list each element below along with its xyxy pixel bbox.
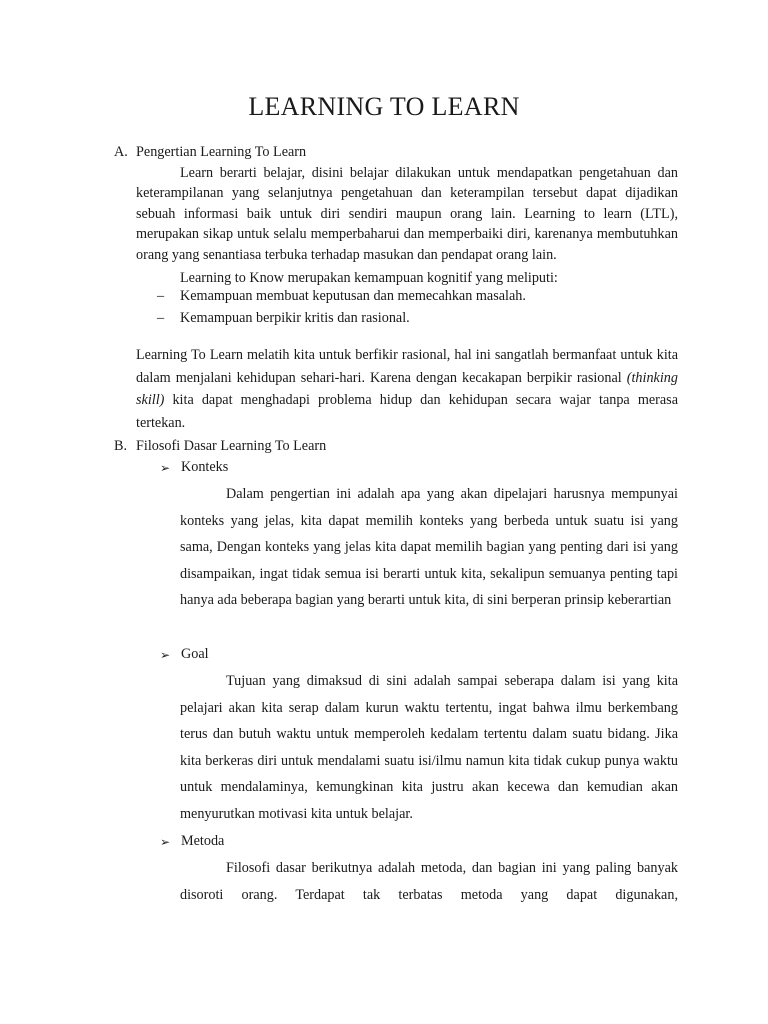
subsection-label: Konteks <box>181 459 229 475</box>
subsection-goal-text: Tujuan yang dimaksud di sini adalah sampai seberapa dalam isi yang kita pelajari akan kita serap dalam kurun waktu tertentu, ingat bahwa ilmu berkembang terus dan butuh waktu untuk memperoleh kedalam tertentu dalam suatu bidang. Jika kita berkeras diri untuk mendalami suatu isi/ilmu namun kita tidak cukup punya waktu untuk mendalaminya, kemungkinan kita justru akan kecewa dan kemudian akan menyurutkan motivasi kita untuk belajar. <box>180 673 678 822</box>
paragraph-italic-text: (thinking skill) <box>136 369 678 409</box>
subsection-goal <box>160 646 460 666</box>
list-item <box>157 310 677 330</box>
list-item-text: Kemampuan berpikir kritis dan rasional. <box>180 310 410 326</box>
paragraph-text: Learning To Learn melatih kita untuk berfikir rasional, hal ini sangatlah bermanfaat untuk kita dalam menjalani kehidupan sehari-hari. Karena dengan kecakapan berpikir rasional <box>136 347 678 386</box>
page-title: LEARNING TO LEARN <box>248 92 520 121</box>
section-a-marker: A. <box>114 144 128 160</box>
dash-marker: – <box>157 310 165 326</box>
arrow-bullet-icon: ➢ <box>160 648 171 662</box>
section-a-paragraph-3 <box>136 344 678 434</box>
section-a-heading: Pengertian Learning To Learn <box>136 144 307 160</box>
subsection-konteks <box>160 459 460 479</box>
arrow-bullet-icon: ➢ <box>160 461 171 475</box>
arrow-bullet-icon: ➢ <box>160 835 171 849</box>
section-b-marker: B. <box>114 438 128 454</box>
subsection-label: Metoda <box>181 833 225 849</box>
list-item <box>157 288 677 308</box>
list-item-text: Kemampuan membuat keputusan dan memecahkan masalah. <box>180 288 526 304</box>
subsection-metoda <box>160 833 460 853</box>
dash-marker: – <box>157 288 165 304</box>
subsection-label: Goal <box>181 646 209 662</box>
section-a-paragraph-1: Learn berarti belajar, disini belajar dilakukan untuk mendapatkan pengetahuan dan keterampilanan yang selanjutnya pengetahuan dan keterampilan tersebut dapat dijadikan sebuah informasi baik untuk diri sendiri maupun orang lain. Learning to learn (LTL), merupakan sikap untuk selalu memperbaharui dan memperbaiki diri, karenanya membutuhkan orang yang senantiasa terbuka terhadap masukan dan pendapat orang lain. <box>136 165 678 263</box>
section-a-paragraph-2: Learning to Know merupakan kemampuan kognitif yang meliputi: <box>180 270 558 286</box>
subsection-konteks-text: Dalam pengertian ini adalah apa yang akan dipelajari harusnya mempunyai konteks yang jelas, kita dapat memilih konteks yang berbeda untuk suatu isi yang sama, Dengan konteks yang jelas kita dapat memilih bagian yang penting dari isi yang disampaikan, ingat tidak semua isi berarti untuk kita, sekalipun semuanya penting tapi hanya ada beberapa bagian yang berarti untuk kita, di sini berperan prinsip keberartian <box>180 486 678 609</box>
section-b-heading: Filosofi Dasar Learning To Learn <box>136 438 327 454</box>
paragraph-text: kita dapat menghadapi problema hidup dan kehidupan secara wajar tanpa merasa tertekan. <box>136 392 678 431</box>
subsection-metoda-text: Filosofi dasar berikutnya adalah metoda, dan bagian ini yang paling banyak disoroti orang. Terdapat tak terbatas metoda yang dapat digunakan, <box>180 860 678 903</box>
